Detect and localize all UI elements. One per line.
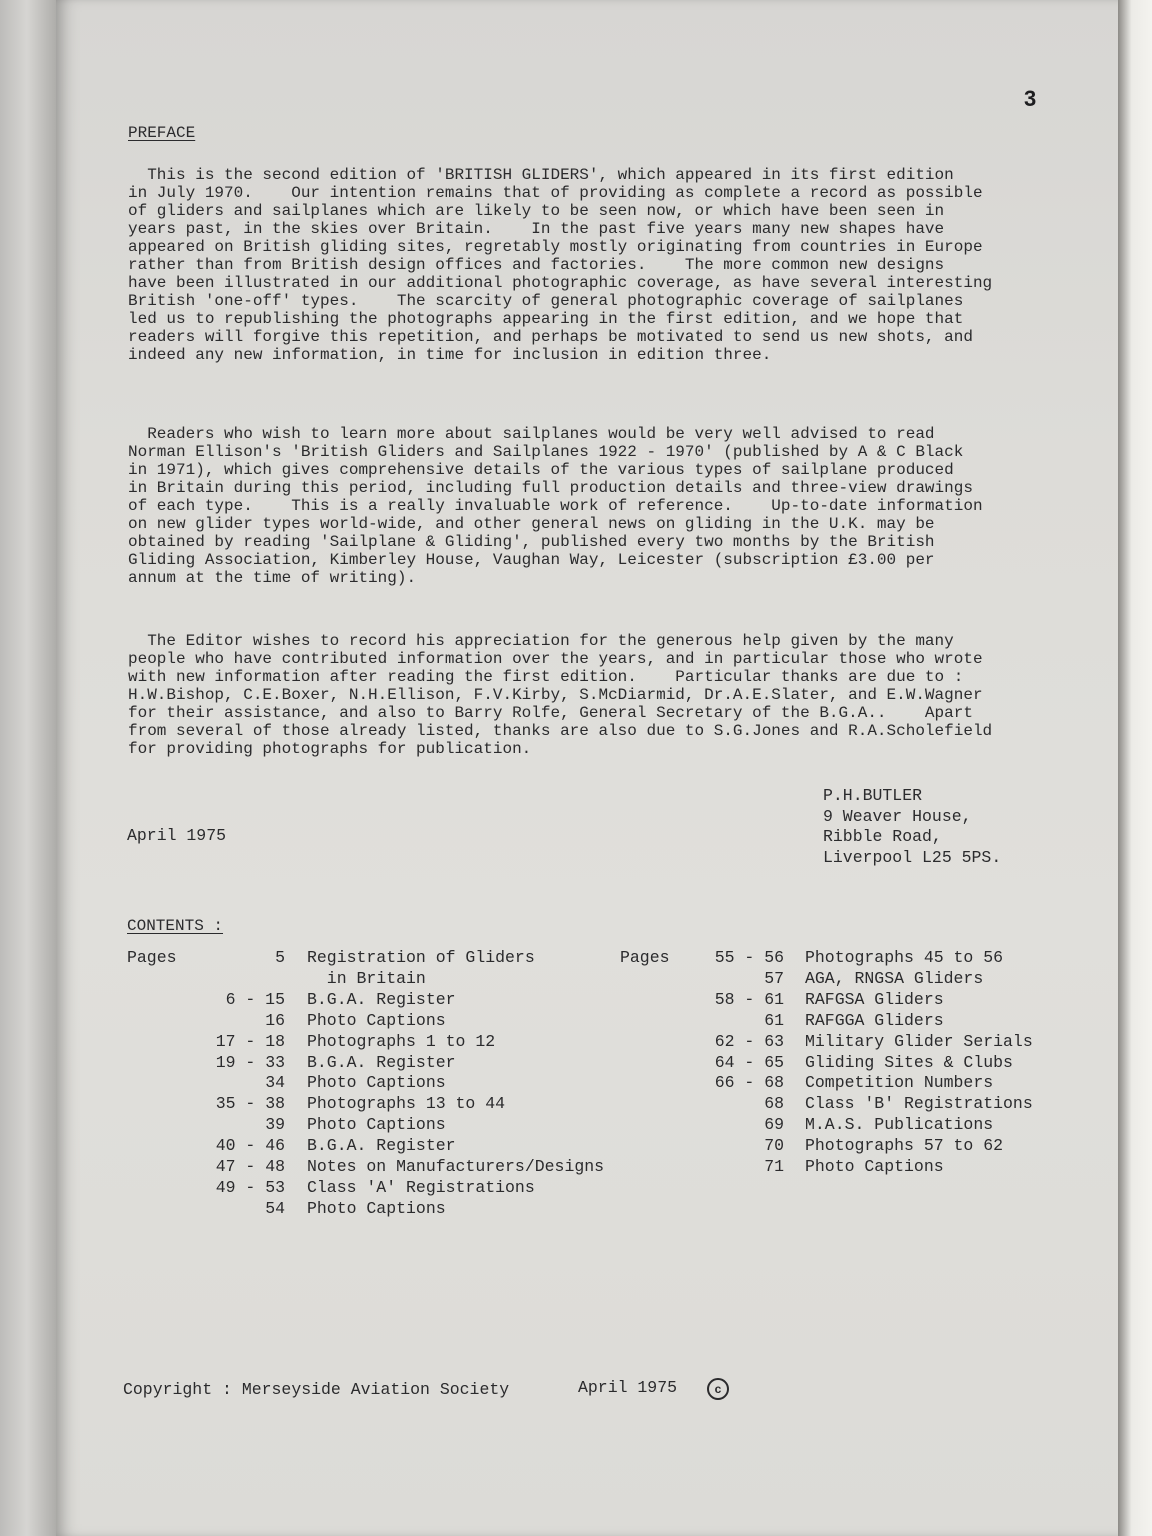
paragraph-line: Readers who wish to learn more about sailplanes would be very well advised to read xyxy=(128,425,935,443)
contents-description: Photo Captions xyxy=(307,1198,446,1218)
contents-description: AGA, RNGSA Gliders xyxy=(805,968,984,988)
contents-row xyxy=(127,1094,1107,1115)
contents-row xyxy=(127,1053,1107,1074)
paragraph-line: annum at the time of writing). xyxy=(128,569,417,587)
contents-description: M.A.S. Publications xyxy=(805,1115,994,1135)
contents-description: in Britain xyxy=(307,968,426,988)
contents-description: Notes on Manufacturers/Designs xyxy=(307,1157,605,1176)
contents-description: Photographs 1 to 12 xyxy=(307,1031,496,1051)
paragraph-line: from several of those already listed, thanks are also due to S.G.Jones and R.A.Scholefield xyxy=(128,722,993,740)
contents-description: Photo Captions xyxy=(307,1115,446,1135)
contents-page-range: 34 xyxy=(265,1073,285,1093)
paragraph-line: Gliding Association, Kimberley House, Vaughan Way, Leicester (subscription £3.00 per xyxy=(128,551,935,569)
signature-line: 9 Weaver House, xyxy=(823,806,972,826)
contents-description: RAFGSA Gliders xyxy=(805,989,944,1009)
contents-page-range: 58 - 61 xyxy=(714,989,784,1009)
contents-description: B.G.A. Register xyxy=(307,989,456,1009)
paragraph-line: The Editor wishes to record his appreciation for the generous help given by the many xyxy=(128,632,954,650)
contents-page-range: 5 xyxy=(275,948,285,967)
contents-row xyxy=(127,1073,1107,1094)
paragraph-line: led us to republishing the photographs appearing in the first edition, and we hope that xyxy=(128,310,964,328)
contents-page-range: 69 xyxy=(764,1115,784,1135)
contents-description: Class 'A' Registrations xyxy=(307,1177,535,1197)
contents-heading: CONTENTS : xyxy=(127,917,224,935)
footer-date: April 1975 xyxy=(578,1378,678,1397)
contents-page-range: 71 xyxy=(764,1157,784,1176)
signature-line: Liverpool L25 5PS. xyxy=(823,847,1002,867)
contents-description: Military Glider Serials xyxy=(805,1031,1033,1051)
contents-page-range: 68 xyxy=(764,1094,784,1114)
paragraph-line: obtained by reading 'Sailplane & Gliding', published every two months by the British xyxy=(128,533,935,551)
contents-page-range: 17 - 18 xyxy=(215,1031,285,1051)
paragraph-line: indeed any new information, in time for inclusion in edition three. xyxy=(128,346,772,364)
preface-heading: PREFACE xyxy=(128,124,196,142)
preface-paragraph-1 xyxy=(128,166,1068,364)
signature-line: P.H.BUTLER xyxy=(823,786,923,805)
paragraph-line: readers will forgive this repetition, and perhaps be motivated to send us new shots, and xyxy=(128,328,973,346)
contents-description: B.G.A. Register xyxy=(307,1136,456,1156)
contents-description: Photographs 45 to 56 xyxy=(805,948,1004,967)
preface-date: April 1975 xyxy=(127,826,227,845)
paragraph-line: H.W.Bishop, C.E.Boxer, N.H.Ellison, F.V.Kirby, S.McDiarmid, Dr.A.E.Slater, and E.W.Wagner xyxy=(128,686,983,704)
paragraph-line: of gliders and sailplanes which are likely to be seen now, or which have been seen in xyxy=(128,202,945,220)
paragraph-line: in Britain during this period, including full production details and three-view drawings xyxy=(128,479,973,497)
contents-description: Photographs 13 to 44 xyxy=(307,1094,506,1114)
editor-signature-block xyxy=(823,786,1083,868)
contents-description: Gliding Sites & Clubs xyxy=(805,1052,1013,1072)
paragraph-line: rather than from British design offices and factories. The more common new designs xyxy=(128,256,945,274)
contents-row xyxy=(127,1011,1107,1032)
contents-page-range: 62 - 63 xyxy=(714,1031,784,1051)
contents-row xyxy=(127,990,1107,1011)
paragraph-line: with new information after reading the first edition. Particular thanks are due to : xyxy=(128,668,964,686)
contents-row xyxy=(127,969,1107,990)
contents-row xyxy=(127,1115,1107,1136)
contents-description: Class 'B' Registrations xyxy=(805,1094,1033,1114)
contents-description: RAFGGA Gliders xyxy=(805,1010,944,1030)
page-number: 3 xyxy=(1024,86,1037,111)
contents-page-range: 19 - 33 xyxy=(215,1052,285,1072)
contents-page-range: 64 - 65 xyxy=(714,1052,784,1072)
binding-edge xyxy=(0,0,60,1536)
paragraph-line: for their assistance, and also to Barry Rolfe, General Secretary of the B.G.A.. Apart xyxy=(128,704,973,722)
copyright-notice: Copyright : Merseyside Aviation Society xyxy=(123,1380,510,1399)
contents-row xyxy=(127,1199,1107,1220)
contents-page-range: 66 - 68 xyxy=(714,1073,784,1093)
paragraph-line: on new glider types world-wide, and other general news on gliding in the U.K. may be xyxy=(128,515,935,533)
contents-description: Photo Captions xyxy=(307,1010,446,1030)
contents-description: Registration of Gliders xyxy=(307,948,535,967)
paragraph-line: Norman Ellison's 'British Gliders and Sailplanes 1922 - 1970' (published by A & C Black xyxy=(128,443,964,461)
contents-page-range: 6 - 15 xyxy=(225,989,285,1009)
contents-page-range: 70 xyxy=(764,1136,784,1156)
contents-page-range: 54 xyxy=(265,1198,285,1218)
pages-label: Pages xyxy=(127,948,177,967)
copyright-icon: c xyxy=(707,1378,729,1400)
contents-page-range: 16 xyxy=(265,1010,285,1030)
contents-page-range: 40 - 46 xyxy=(215,1136,285,1156)
contents-description: Photo Captions xyxy=(805,1157,944,1176)
contents-description: B.G.A. Register xyxy=(307,1052,456,1072)
contents-row xyxy=(127,1136,1107,1157)
contents-page-range: 61 xyxy=(764,1010,784,1030)
preface-paragraph-2 xyxy=(128,425,1068,587)
contents-row xyxy=(127,1157,1107,1178)
contents-page-range: 49 - 53 xyxy=(215,1177,285,1197)
contents-row xyxy=(127,1178,1107,1199)
page-edge-right xyxy=(1118,0,1152,1536)
pages-label: Pages xyxy=(620,948,670,967)
paragraph-line: in July 1970. Our intention remains that of providing as complete a record as possible xyxy=(128,184,983,202)
preface-paragraph-3 xyxy=(128,632,1068,758)
paragraph-line: British 'one-off' types. The scarcity of general photographic coverage of sailplanes xyxy=(128,292,964,310)
signature-line: Ribble Road, xyxy=(823,827,942,847)
contents-page-range: 47 - 48 xyxy=(215,1157,285,1176)
paragraph-line: years past, in the skies over Britain. In the past five years many new shapes have xyxy=(128,220,945,238)
contents-description: Competition Numbers xyxy=(805,1073,994,1093)
contents-page-range: 39 xyxy=(265,1115,285,1135)
paragraph-line: in 1971), which gives comprehensive details of the various types of sailplane produced xyxy=(128,461,954,479)
paragraph-line: have been illustrated in our additional photographic coverage, as have several interesting xyxy=(128,274,993,292)
paragraph-line: This is the second edition of 'BRITISH GLIDERS', which appeared in its first edition xyxy=(128,166,954,184)
contents-row xyxy=(127,948,1107,969)
contents-description: Photo Captions xyxy=(307,1073,446,1093)
paragraph-line: appeared on British gliding sites, regretably mostly originating from countries in Europe xyxy=(128,238,983,256)
contents-description: Photographs 57 to 62 xyxy=(805,1136,1004,1156)
paragraph-line: people who have contributed information over the years, and in particular those who wrote xyxy=(128,650,983,668)
contents-page-range: 55 - 56 xyxy=(714,948,784,967)
contents-page-range: 57 xyxy=(764,968,784,988)
contents-row xyxy=(127,1032,1107,1053)
paragraph-line: of each type. This is a really invaluable work of reference. Up-to-date information xyxy=(128,497,983,515)
paragraph-line: for providing photographs for publication. xyxy=(128,740,532,758)
contents-page-range: 35 - 38 xyxy=(215,1094,285,1114)
